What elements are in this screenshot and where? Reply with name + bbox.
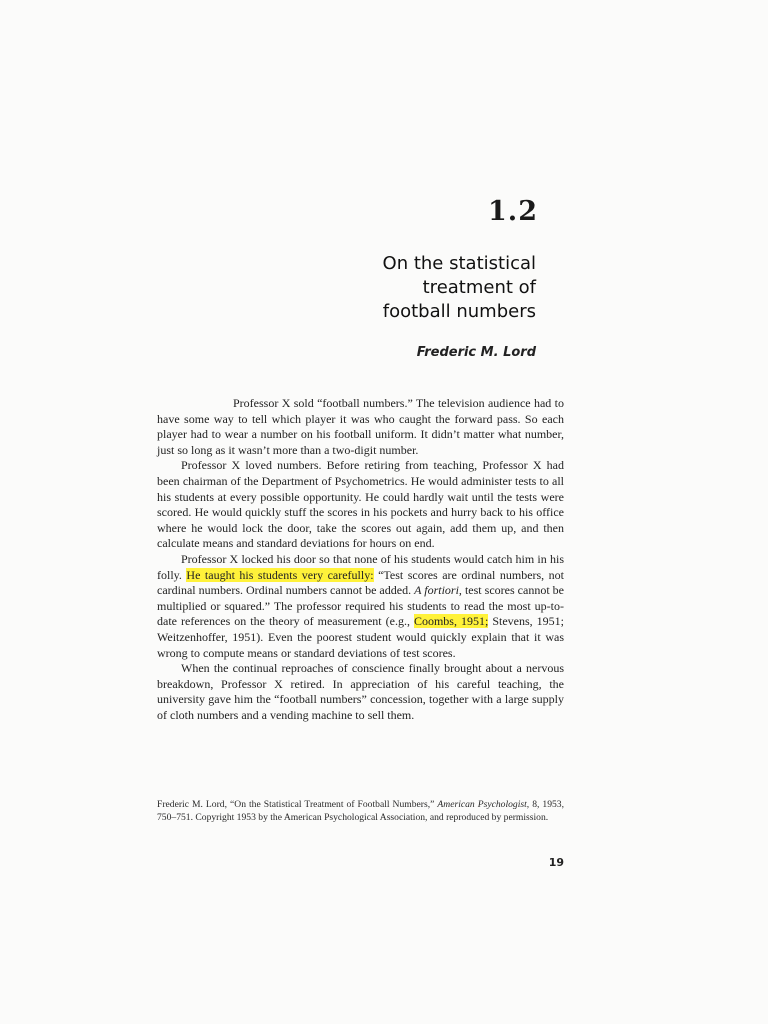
footnote-journal: American Psychologist,	[437, 799, 530, 810]
chapter-title-line-1: On the statistical	[382, 253, 536, 274]
paragraph-1: Professor X sold “football numbers.” The television audience had to have some way to tell which player it was who caught the forward pass. So each player had to wear a number on his football uniform. It didn’t matter what number, just so long as it wasn’t more than a two-digit number.	[157, 396, 564, 457]
chapter-number: 1.2	[488, 196, 538, 227]
highlight-coombs-citation: Coombs, 1951;	[413, 614, 489, 629]
source-footnote	[157, 798, 564, 824]
footnote-text-a: Frederic M. Lord, “On the Statistical Treatment of Football Numbers,”	[157, 799, 435, 810]
paragraph-3-text-c: test scores cannot be multiplied or squared.” The professor required his students to read the most up-to-date references on the theory of measurement (e.g.,	[157, 583, 565, 629]
page-number: 19	[548, 856, 564, 869]
chapter-title	[300, 252, 536, 324]
paragraph-3	[157, 552, 564, 661]
footnote-text-b: 8, 1953, 750–751. Copyright 1953 by the American Psychological Association, and reproduced by permission.	[157, 799, 565, 823]
italic-a-fortiori: A fortiori,	[414, 583, 462, 598]
paragraph-3-text-a: Professor X locked his door so that none of his students would catch him in his folly.	[157, 551, 564, 582]
author-name: Frederic M. Lord	[416, 345, 536, 360]
paragraph-3-text-d: Stevens, 1951; Weitzenhoffer, 1951). Even the poorest student would quickly explain that it was wrong to compute means or standard deviations of test scores.	[157, 614, 565, 660]
body-text	[157, 396, 564, 723]
paragraph-3-text-b: “Test scores are ordinal numbers, not cardinal numbers. Ordinal numbers cannot be added.	[157, 567, 565, 598]
chapter-title-line-3: football numbers	[382, 301, 536, 322]
paragraph-2: Professor X loved numbers. Before retiring from teaching, Professor X had been chairman of the Department of Psychometrics. He would administer tests to all his students at every possible opportunity. He could hardly wait until the tests were scored. He would quickly stuff the scores in his pockets and hurry back to his office where he would lock the door, take the scores out again, add them up, and then calculate means and standard deviations for hours on end.	[157, 458, 564, 551]
paragraph-4: When the continual reproaches of conscience finally brought about a nervous breakdown, Professor X retired. In appreciation of his careful teaching, the university gave him the “football numbers” concession, together with a large supply of cloth numbers and a vending machine to sell them.	[157, 661, 564, 722]
chapter-title-line-2: treatment of	[422, 277, 536, 298]
highlight-students-taught: He taught his students very carefully:	[186, 567, 374, 582]
